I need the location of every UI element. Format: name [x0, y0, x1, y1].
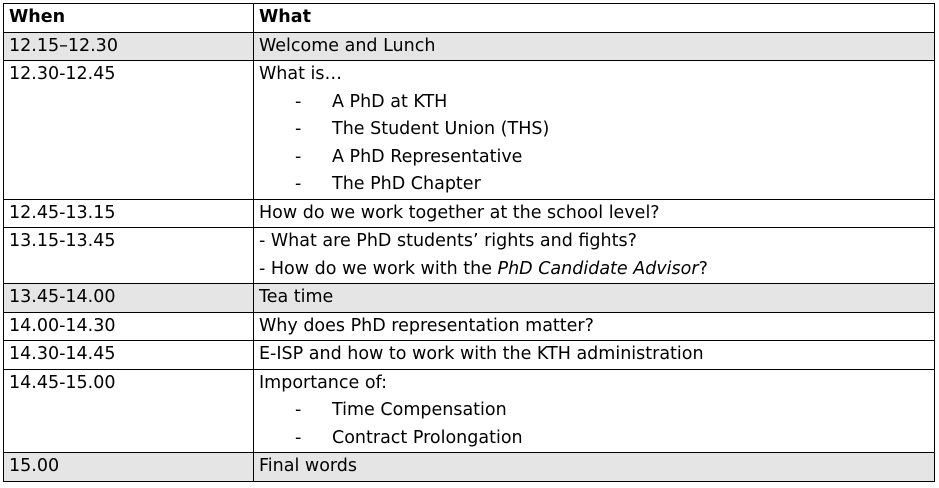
list-item-label: A PhD at KTH — [332, 91, 448, 112]
table-row — [4, 369, 935, 453]
table-row — [4, 199, 935, 228]
activity-cell — [254, 369, 935, 453]
activity-intro: Importance of: — [259, 372, 387, 393]
header-when: When — [4, 4, 254, 33]
dash-bullet: - — [295, 119, 302, 139]
time-cell: 15.00 — [4, 453, 254, 482]
time-cell: 14.30-14.45 — [4, 341, 254, 370]
activity-cell: E-ISP and how to work with the KTH administration — [254, 341, 935, 370]
bullet-list — [259, 397, 929, 452]
dash-bullet: - — [295, 427, 302, 448]
list-item-label: The Student Union (THS) — [332, 119, 550, 139]
table-row — [4, 312, 935, 341]
list-item-label: Contract Prolongation — [332, 427, 523, 448]
activity-cell: Why does PhD representation matter? — [254, 312, 935, 341]
list-item-label: A PhD Representative — [332, 146, 523, 167]
header-what: What — [254, 4, 935, 33]
time-cell: 12.30-12.45 — [4, 61, 254, 200]
bullet-list — [259, 89, 929, 199]
activity-cell: How do we work together at the school level? — [254, 199, 935, 228]
time-cell: 13.15-13.45 — [4, 228, 254, 284]
emphasized-text: PhD Candidate Advisor — [497, 258, 699, 279]
activity-text: - How do we work with the — [259, 258, 498, 279]
activity-line: - What are PhD students’ rights and fights? — [259, 231, 637, 251]
table-row — [4, 228, 935, 284]
time-cell: 12.45-13.15 — [4, 199, 254, 228]
activity-text: ? — [698, 258, 708, 279]
table-row — [4, 32, 935, 61]
list-item-label: The PhD Chapter — [332, 174, 481, 194]
table-row — [4, 284, 935, 313]
list-item — [259, 89, 929, 117]
dash-bullet: - — [295, 146, 302, 167]
dash-bullet: - — [295, 91, 302, 112]
list-item — [259, 116, 929, 144]
list-item — [259, 397, 929, 425]
activity-cell — [254, 228, 935, 284]
agenda-table — [3, 3, 935, 482]
header-row — [4, 4, 935, 33]
list-item — [259, 144, 929, 172]
time-cell: 13.45-14.00 — [4, 284, 254, 313]
activity-cell: Final words — [254, 453, 935, 482]
list-item — [259, 171, 929, 199]
activity-cell: Welcome and Lunch — [254, 32, 935, 61]
table-row — [4, 341, 935, 370]
table-row — [4, 453, 935, 482]
activity-intro: What is… — [259, 64, 343, 84]
activity-cell: Tea time — [254, 284, 935, 313]
list-item — [259, 425, 929, 453]
activity-cell — [254, 61, 935, 200]
time-cell: 14.00-14.30 — [4, 312, 254, 341]
table-row — [4, 61, 935, 200]
dash-bullet: - — [295, 400, 302, 420]
dash-bullet: - — [295, 174, 302, 194]
time-cell: 14.45-15.00 — [4, 369, 254, 453]
time-cell: 12.15–12.30 — [4, 32, 254, 61]
activity-line — [259, 256, 929, 284]
list-item-label: Time Compensation — [332, 400, 507, 420]
